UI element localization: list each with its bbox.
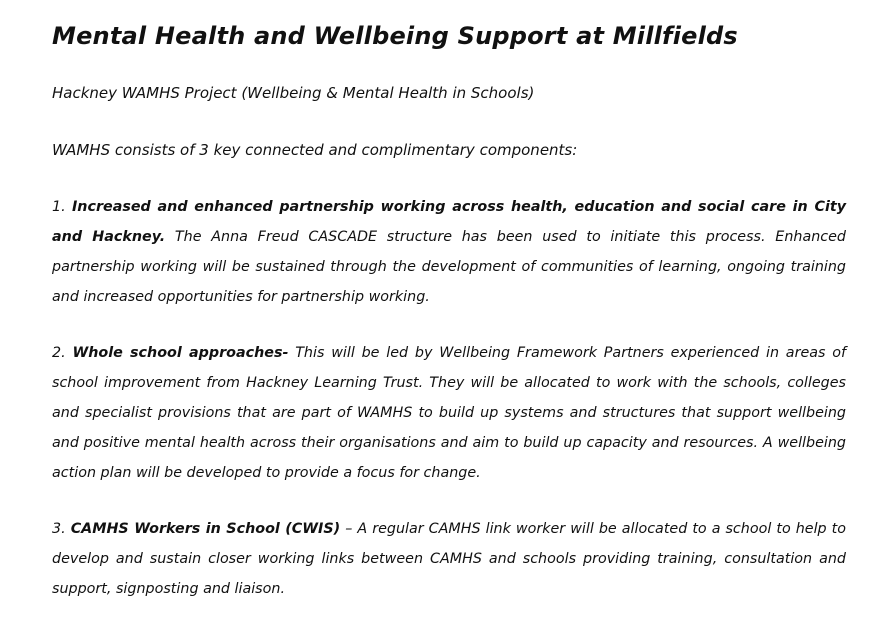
component-1-heading: Increased and enhanced partnership working across health, education and social care in City and Hackney. <box>52 199 847 245</box>
project-subtitle: Hackney WAMHS Project (Wellbeing & Mental Health in Schools) <box>52 84 535 102</box>
component-2-number: 2. <box>52 345 66 361</box>
component-2-paragraph <box>52 338 846 488</box>
component-3-body: – A regular CAMHS link worker will be allocated to a school to help to develop and sustain closer working links between CAMHS and schools providing training, consultation and support, signposting and liaison. <box>52 521 847 597</box>
component-2-body: This will be led by Wellbeing Framework Partners experienced in areas of school improvement from Hackney Learning Trust. They will be allocated to work with the schools, colleges and specialist provisions that are part of WAMHS to build up systems and structures that support wellbeing and positive mental health across their organisations and aim to build up capacity and resources. A wellbeing action plan will be developed to provide a focus for change. <box>52 345 847 481</box>
component-1-body: The Anna Freud CASCADE structure has been used to initiate this process. Enhanced partnership working will be sustained through the development of communities of learning, ongoing training and increased opportunities for partnership working. <box>52 229 846 305</box>
component-2-heading: Whole school approaches- <box>72 345 289 361</box>
component-3-number: 3. <box>52 521 66 537</box>
page-title: Mental Health and Wellbeing Support at Millfields <box>52 22 738 50</box>
component-3-paragraph <box>52 514 846 604</box>
component-3-heading: CAMHS Workers in School (CWIS) <box>70 521 341 537</box>
component-1-number: 1. <box>52 199 66 215</box>
component-1-paragraph <box>52 192 846 312</box>
intro-text: WAMHS consists of 3 key connected and complimentary components: <box>52 141 578 159</box>
